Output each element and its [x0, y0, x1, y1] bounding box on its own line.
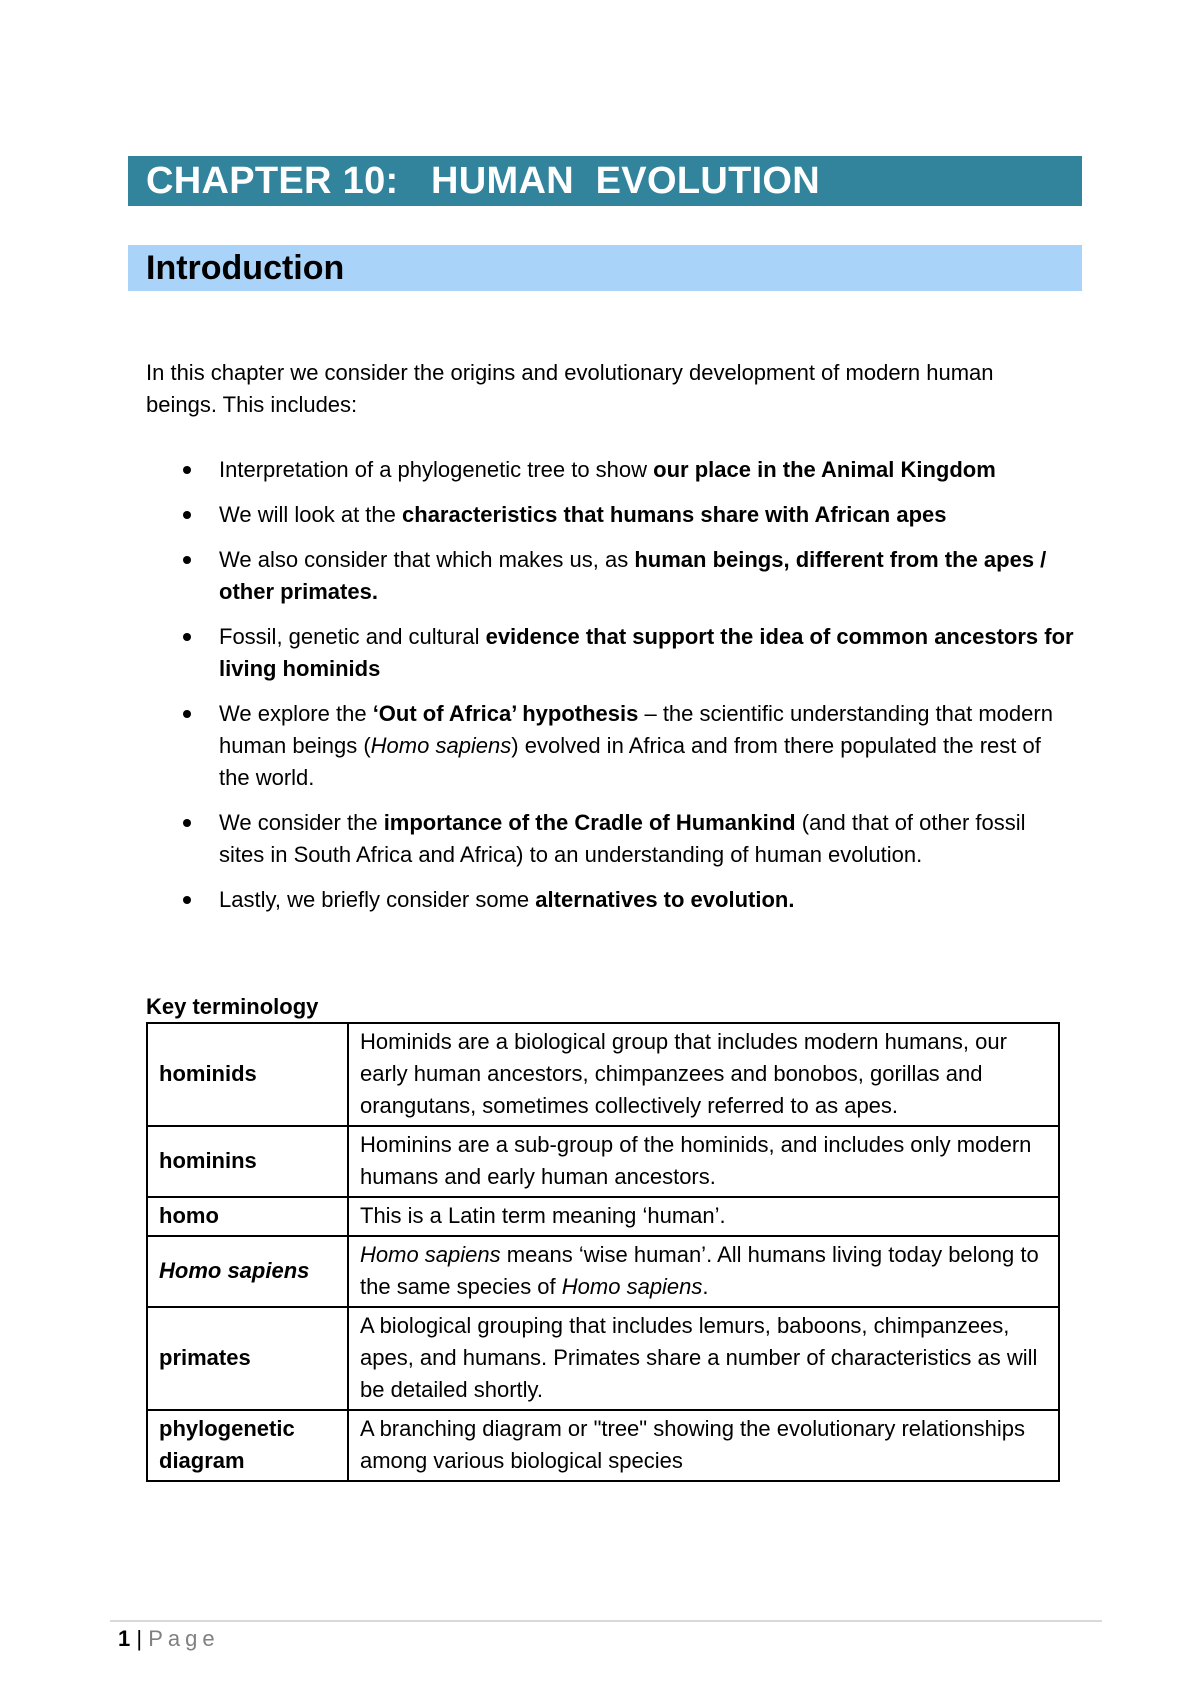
- list-item: We will look at the characteristics that humans share with African apes: [146, 499, 1076, 531]
- term-cell: phylogenetic diagram: [147, 1410, 348, 1481]
- section-title: Introduction: [128, 245, 1082, 291]
- list-item: We consider the importance of the Cradle of Humankind (and that of other fossil sites in South Africa and Africa) to an understanding of human evolution.: [146, 807, 1076, 871]
- terminology-table: [146, 1022, 1060, 1482]
- term-cell: hominins: [147, 1126, 348, 1197]
- definition-cell: Hominids are a biological group that includes modern humans, our early human ancestors, chimpanzees and bonobos, gorillas and orangutans, sometimes collectively referred to as apes.: [348, 1023, 1059, 1126]
- term-cell: primates: [147, 1307, 348, 1410]
- chapter-title: CHAPTER 10: HUMAN EVOLUTION: [128, 156, 1082, 206]
- definition-cell: A branching diagram or "tree" showing the evolutionary relationships among various biological species: [348, 1410, 1059, 1481]
- intro-paragraph: In this chapter we consider the origins and evolutionary development of modern human beings. This includes:: [146, 360, 994, 417]
- definition-cell: Hominins are a sub-group of the hominids, and includes only modern humans and early human ancestors.: [348, 1126, 1059, 1197]
- bullet-icon: [183, 710, 191, 718]
- term-cell: hominids: [147, 1023, 348, 1126]
- topics-list: [146, 454, 1076, 929]
- footer-separator: |: [130, 1626, 149, 1651]
- bullet-icon: [183, 511, 191, 519]
- definition-cell: This is a Latin term meaning ‘human’.: [348, 1197, 1059, 1236]
- list-item: Interpretation of a phylogenetic tree to show our place in the Animal Kingdom: [146, 454, 1076, 486]
- list-item: We also consider that which makes us, as human beings, different from the apes / other primates.: [146, 544, 1076, 608]
- page-label: Page: [148, 1626, 220, 1651]
- definition-cell: Homo sapiens means ‘wise human’. All humans living today belong to the same species of Homo sapiens.: [348, 1236, 1059, 1307]
- definition-cell: A biological grouping that includes lemurs, baboons, chimpanzees, apes, and humans. Primates share a number of characteristics as will be detailed shortly.: [348, 1307, 1059, 1410]
- list-item: Lastly, we briefly consider some alternatives to evolution.: [146, 884, 1076, 916]
- table-row: [147, 1307, 1059, 1410]
- key-terminology-heading: Key terminology: [146, 994, 319, 1019]
- table-row: [147, 1236, 1059, 1307]
- list-item: We explore the ‘Out of Africa’ hypothesis – the scientific understanding that modern human beings (Homo sapiens) evolved in Africa and from there populated the rest of the world.: [146, 698, 1076, 794]
- bullet-icon: [183, 633, 191, 641]
- table-row: [147, 1126, 1059, 1197]
- list-item: Fossil, genetic and cultural evidence that support the idea of common ancestors for living hominids: [146, 621, 1076, 685]
- footer-divider: [110, 1620, 1102, 1622]
- bullet-icon: [183, 556, 191, 564]
- bullet-icon: [183, 896, 191, 904]
- bullet-icon: [183, 466, 191, 474]
- page-number: 1: [118, 1626, 131, 1651]
- table-row: [147, 1023, 1059, 1126]
- term-cell: homo: [147, 1197, 348, 1236]
- bullet-icon: [183, 819, 191, 827]
- page-footer: [118, 1624, 220, 1654]
- table-row: [147, 1197, 1059, 1236]
- table-row: [147, 1410, 1059, 1481]
- term-cell: Homo sapiens: [147, 1236, 348, 1307]
